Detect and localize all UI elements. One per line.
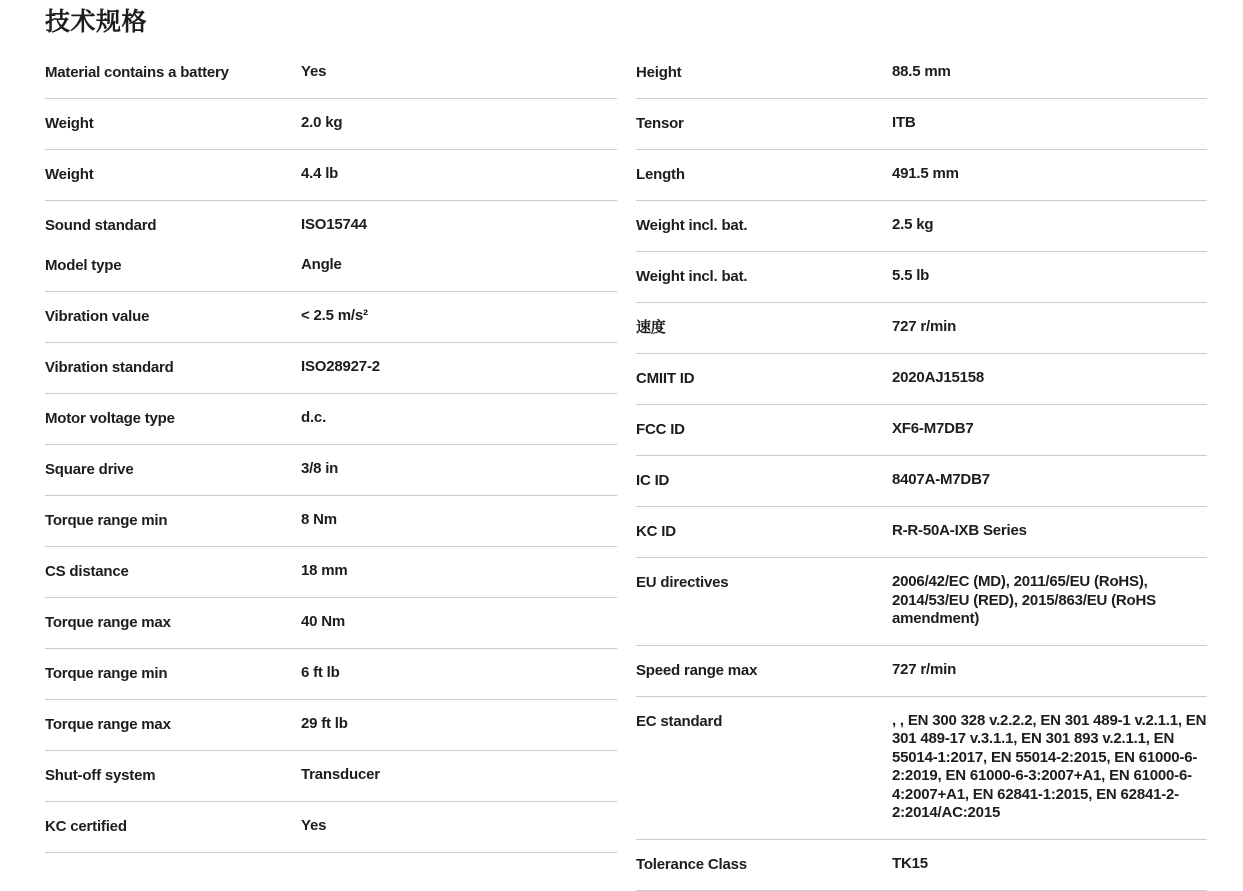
spec-pair bbox=[45, 256, 617, 275]
spec-label: Weight bbox=[45, 166, 94, 183]
spec-row bbox=[45, 496, 617, 547]
spec-table-left bbox=[45, 48, 617, 853]
spec-row bbox=[45, 751, 617, 802]
spec-label: Tensor bbox=[636, 115, 684, 132]
spec-row bbox=[636, 456, 1207, 507]
spec-label: Height bbox=[636, 64, 682, 81]
spec-value: 8 Nm bbox=[301, 511, 337, 528]
spec-value: , , EN 300 328 v.2.2.2, EN 301 489-1 v.2.1.1, EN 301 489-17 v.3.1.1, EN 301 893 v.2.1.1, EN 55014-1:2017, EN 55014-2:2015, EN 61000-6-2:2019, EN 61000-6-3:2007+A1, EN 61000-6-4:2007+A1, EN 62841-1:2015, EN 62841-2-2:2014/AC:2015 bbox=[892, 711, 1207, 821]
spec-label: Vibration standard bbox=[45, 359, 174, 376]
spec-label: CMIIT ID bbox=[636, 370, 695, 387]
spec-row-group bbox=[45, 201, 617, 292]
spec-value: 88.5 mm bbox=[892, 63, 951, 80]
spec-value: 2.0 kg bbox=[301, 114, 343, 131]
spec-row bbox=[636, 201, 1207, 252]
spec-label: Shut-off system bbox=[45, 767, 156, 784]
spec-label: Weight incl. bat. bbox=[636, 217, 748, 234]
spec-row bbox=[636, 405, 1207, 456]
spec-label: IC ID bbox=[636, 472, 670, 489]
spec-label: Sound standard bbox=[45, 217, 157, 234]
spec-value: d.c. bbox=[301, 409, 327, 426]
spec-row bbox=[45, 445, 617, 496]
spec-value: 2.5 kg bbox=[892, 216, 934, 233]
spec-label: CS distance bbox=[45, 563, 129, 580]
spec-label: Torque range max bbox=[45, 614, 171, 631]
spec-row bbox=[45, 547, 617, 598]
spec-row bbox=[45, 48, 617, 99]
spec-label: Speed range max bbox=[636, 661, 758, 679]
spec-value: 2020AJ15158 bbox=[892, 369, 985, 386]
spec-value: ISO28927-2 bbox=[301, 358, 380, 375]
spec-row bbox=[636, 99, 1207, 150]
spec-row bbox=[45, 649, 617, 700]
spec-label: Torque range max bbox=[45, 716, 171, 733]
spec-value: 6 ft lb bbox=[301, 664, 340, 681]
spec-pair bbox=[45, 216, 617, 235]
spec-value: 29 ft lb bbox=[301, 715, 348, 732]
spec-row bbox=[636, 48, 1207, 99]
spec-value: Angle bbox=[301, 256, 342, 273]
spec-label: EU directives bbox=[636, 574, 729, 591]
spec-value: 2006/42/EC (MD), 2011/65/EU (RoHS), 2014/53/EU (RED), 2015/863/EU (RoHS amendment) bbox=[892, 573, 1156, 627]
spec-label: Tolerance Class bbox=[636, 855, 747, 873]
spec-label: Length bbox=[636, 166, 685, 183]
spec-label: KC certified bbox=[45, 818, 127, 835]
spec-label: Material contains a battery bbox=[45, 64, 229, 81]
spec-label: 速度 bbox=[636, 319, 666, 336]
spec-row bbox=[45, 150, 617, 201]
spec-value: Yes bbox=[301, 63, 327, 80]
spec-row bbox=[45, 343, 617, 394]
spec-value: ISO15744 bbox=[301, 216, 367, 233]
spec-label: KC ID bbox=[636, 523, 676, 540]
spec-tables-container bbox=[45, 48, 1207, 891]
spec-value: TK15 bbox=[892, 854, 928, 872]
spec-row bbox=[636, 697, 1207, 840]
spec-label: EC standard bbox=[636, 712, 723, 730]
page-title: 技术规格 bbox=[45, 8, 148, 36]
spec-row bbox=[45, 598, 617, 649]
spec-label: Weight incl. bat. bbox=[636, 268, 748, 285]
spec-label: Weight bbox=[45, 115, 94, 132]
spec-value: 4.4 lb bbox=[301, 165, 339, 182]
spec-value: R-R-50A-IXB Series bbox=[892, 522, 1027, 539]
spec-value: 727 r/min bbox=[892, 318, 957, 335]
spec-label: Motor voltage type bbox=[45, 410, 175, 427]
spec-row bbox=[636, 558, 1207, 646]
spec-value: < 2.5 m/s² bbox=[301, 307, 368, 324]
spec-row bbox=[636, 507, 1207, 558]
spec-value: XF6-M7DB7 bbox=[892, 420, 974, 437]
spec-label: Square drive bbox=[45, 461, 134, 478]
spec-label: Torque range min bbox=[45, 665, 168, 682]
spec-row bbox=[45, 99, 617, 150]
spec-value: 40 Nm bbox=[301, 613, 346, 630]
spec-table-right bbox=[636, 48, 1207, 891]
spec-value: Yes bbox=[301, 817, 327, 834]
spec-value: 727 r/min bbox=[892, 660, 957, 678]
spec-row bbox=[636, 354, 1207, 405]
spec-row bbox=[45, 394, 617, 445]
spec-row bbox=[45, 700, 617, 751]
spec-value: 18 mm bbox=[301, 562, 348, 579]
spec-label: Model type bbox=[45, 257, 122, 274]
spec-value: 491.5 mm bbox=[892, 165, 959, 182]
spec-value: 5.5 lb bbox=[892, 267, 930, 284]
spec-value: ITB bbox=[892, 114, 916, 131]
spec-row bbox=[45, 292, 617, 343]
spec-label: Torque range min bbox=[45, 512, 168, 529]
spec-row bbox=[636, 252, 1207, 303]
spec-label: FCC ID bbox=[636, 421, 685, 438]
spec-label: Vibration value bbox=[45, 308, 150, 325]
spec-row bbox=[636, 303, 1207, 354]
spec-row bbox=[636, 646, 1207, 697]
spec-value: Transducer bbox=[301, 766, 380, 783]
spec-row bbox=[636, 150, 1207, 201]
spec-row bbox=[45, 802, 617, 853]
spec-value: 3/8 in bbox=[301, 460, 339, 477]
spec-row bbox=[636, 840, 1207, 891]
spec-value: 8407A-M7DB7 bbox=[892, 471, 990, 488]
